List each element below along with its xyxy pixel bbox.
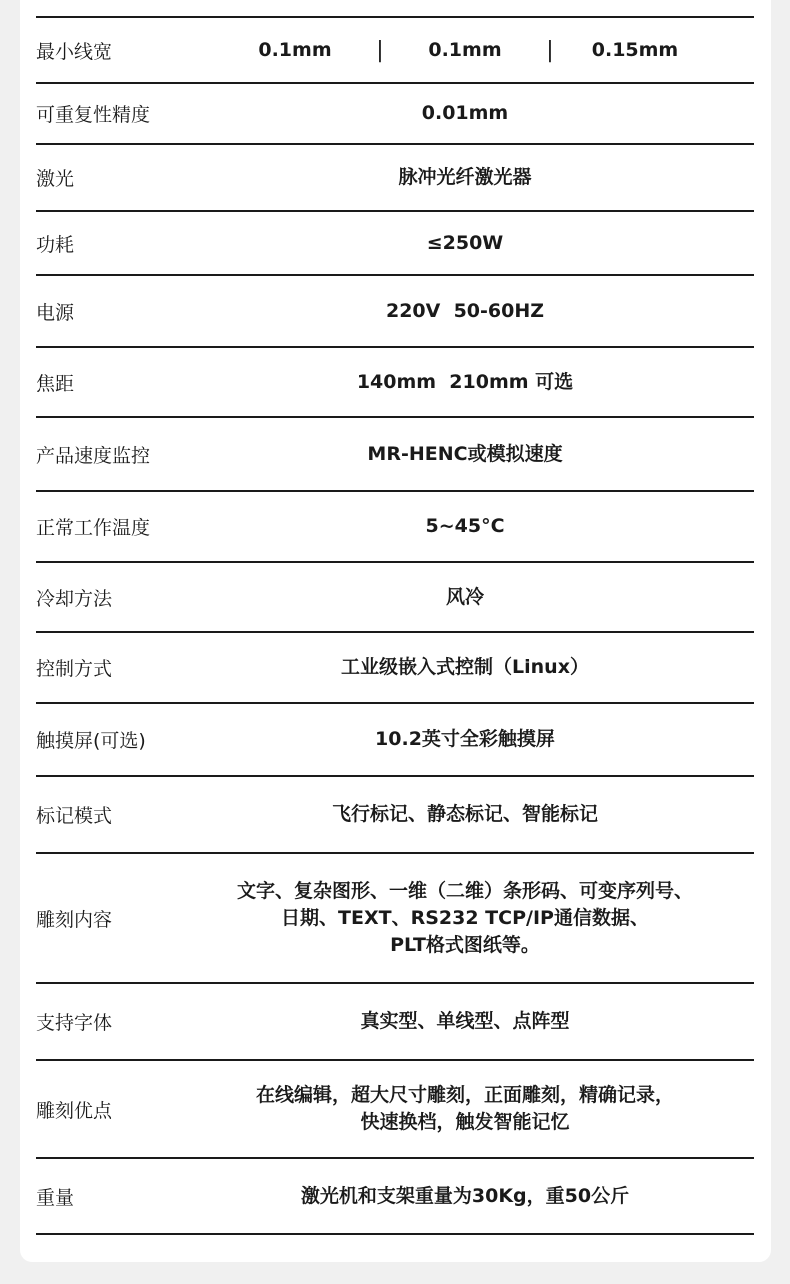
spec-label: 雕刻优点 [36, 1099, 113, 1122]
spec-label: 支持字体 [36, 1012, 113, 1034]
spec-label: 标记模式 [36, 805, 113, 827]
spec-row-control-mode [36, 631, 754, 702]
spec-label: 激光 [36, 168, 75, 190]
spec-value: 真实型、单线型、点阵型 [360, 1010, 570, 1032]
spec-value: MR-HENC或模拟速度 [367, 442, 563, 465]
spec-value: 5~45°C [425, 515, 505, 537]
spec-label: 控制方式 [36, 658, 113, 680]
spec-value-line: PLT格式图纸等。 [390, 933, 540, 956]
spec-label: 最小线宽 [36, 40, 113, 63]
spec-value-line: 在线编辑，超大尺寸雕刻，正面雕刻，精确记录， [255, 1084, 674, 1106]
spec-value [216, 1082, 754, 1136]
spec-value-line: 快速换档，触发智能记忆 [360, 1111, 570, 1133]
spec-row-min-line-width [36, 16, 754, 82]
spec-value-line: 文字、复杂图形、一维（二维）条形码、可变序列号、 [236, 879, 693, 902]
spec-value-line: 日期、TEXT、RS232 TCP/IP通信数据、 [281, 906, 649, 929]
spec-row-engraving-advantages [36, 1059, 754, 1157]
spec-row-power-consumption [36, 210, 754, 274]
spec-row-cooling [36, 561, 754, 631]
spec-value: 激光机和支架重量为30Kg，重50公斤 [300, 1184, 630, 1207]
spec-row-touchscreen [36, 702, 754, 775]
spec-value: 风冷 [445, 585, 484, 608]
spec-value: 140mm 210mm 可选 [356, 370, 574, 393]
spec-row-marking-mode [36, 775, 754, 852]
spec-label: 重量 [36, 1186, 75, 1209]
spec-row-laser [36, 143, 754, 210]
separator: | [546, 37, 554, 63]
spec-label: 可重复性精度 [36, 104, 151, 126]
spec-row-repeatability [36, 82, 754, 143]
spec-label: 功耗 [36, 233, 75, 256]
spec-value: 脉冲光纤激光器 [398, 166, 532, 188]
spec-label: 触摸屏(可选) [36, 730, 146, 752]
spec-row-weight [36, 1157, 754, 1235]
spec-value [216, 878, 754, 959]
spec-label: 产品速度监控 [36, 444, 151, 467]
spec-value: ≤250W [426, 231, 504, 254]
line-width-value: 0.1mm [258, 38, 332, 61]
spec-label: 冷却方法 [36, 587, 113, 610]
spec-row-working-temperature [36, 490, 754, 561]
spec-value: 飞行标记、静态标记、智能标记 [331, 803, 598, 825]
spec-value: 工业级嵌入式控制（Linux） [341, 656, 589, 678]
spec-table [36, 16, 754, 1235]
line-width-value: 0.15mm [591, 38, 679, 61]
spec-value [216, 37, 754, 64]
spec-value: 0.01mm [421, 102, 509, 124]
spec-value: 10.2英寸全彩触摸屏 [375, 728, 555, 750]
spec-row-supported-fonts [36, 982, 754, 1059]
spec-row-engraving-content [36, 852, 754, 982]
spec-label: 正常工作温度 [36, 517, 151, 539]
spec-row-focal-length [36, 346, 754, 416]
spec-label: 雕刻内容 [36, 908, 113, 931]
spec-label: 焦距 [36, 372, 75, 395]
separator: | [376, 37, 384, 63]
spec-label: 电源 [36, 301, 75, 324]
spec-value: 220V 50-60HZ [385, 299, 545, 322]
spec-row-power-supply [36, 274, 754, 346]
line-width-value: 0.1mm [428, 38, 502, 61]
spec-row-speed-monitor [36, 416, 754, 490]
